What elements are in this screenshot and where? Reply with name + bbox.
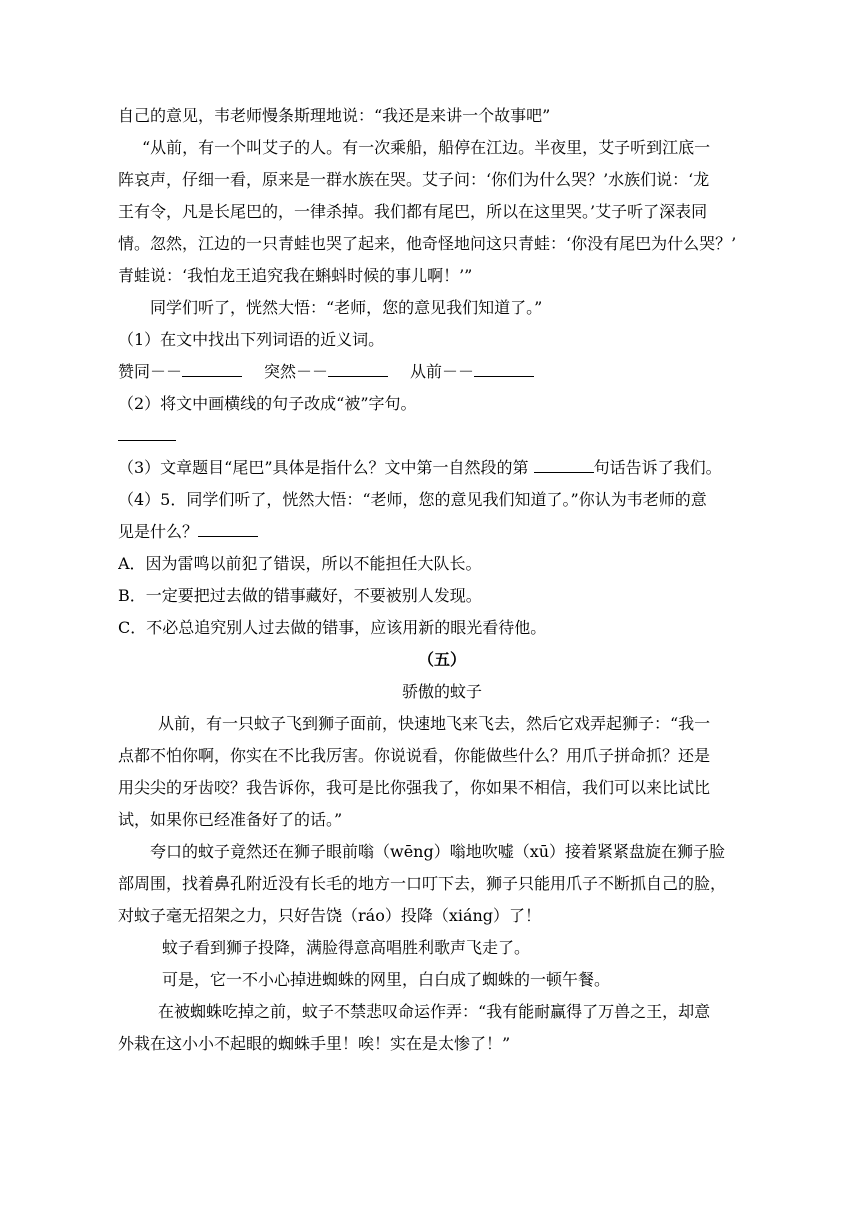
answer-blank[interactable] xyxy=(182,358,242,377)
passage-title: 骄傲的蚊子 xyxy=(401,682,482,701)
question-3 xyxy=(118,452,766,484)
answer-blank[interactable] xyxy=(328,358,388,377)
option-b: B．一定要把过去做的错事藏好，不要被别人发现。 xyxy=(118,586,482,605)
question-1-items xyxy=(118,356,766,388)
answer-blank[interactable] xyxy=(474,358,534,377)
story-line: 王有令，凡是长尾巴的，一律杀掉。我们都有尾巴，所以在这里哭。’艾子听了深表同 xyxy=(118,202,708,221)
question-4-continued xyxy=(118,516,766,548)
synonym-item-label: 赞同－－ xyxy=(118,362,183,381)
paragraph-line: 对蚊子毫无招架之力，只好告饶（ráo）投降（xiáng）了！ xyxy=(118,906,542,925)
paragraph-line: 蚊子看到狮子投降，满脸得意高唱胜利歌声飞走了。 xyxy=(162,938,531,957)
answer-blank[interactable] xyxy=(198,518,258,537)
story-line: 青蛙说：‘我怕龙王追究我在蝌蚪时候的事儿啊！’” xyxy=(118,266,473,285)
synonym-item-label: 突然－－ xyxy=(264,362,329,381)
document-page xyxy=(118,100,766,1060)
paragraph-line: 在被蜘蛛吃掉之前，蚊子不禁悲叹命运作弄：“我有能耐赢得了万兽之王，却意 xyxy=(158,1002,711,1021)
story-line: 情。忽然，江边的一只青蛙也哭了起来，他奇怪地问这只青蛙：‘你没有尾巴为什么哭？’ xyxy=(118,234,737,253)
question-4: （4）5．同学们听了，恍然大悟：“老师，您的意见我们知道了。”你认为韦老师的意 xyxy=(118,490,707,509)
question-2: （2）将文中画横线的句子改成“被”字句。 xyxy=(118,394,417,413)
option-a: A．因为雷鸣以前犯了错误，所以不能担任大队长。 xyxy=(118,554,482,573)
paragraph-line: 部周围，找着鼻孔附近没有长毛的地方一口叮下去，狮子只能用爪子不断抓自己的脸， xyxy=(118,874,727,893)
passage-conclusion: 同学们听了，恍然大悟：“老师，您的意见我们知道了。” xyxy=(150,298,543,317)
paragraph-line: 用尖尖的牙齿咬？我告诉你，我可是比你强我了，你如果不相信，我们可以来比试比 xyxy=(118,778,711,797)
paragraph-line: 点都不怕你啊，你实在不比我厉害。你说说看，你能做些什么？用爪子拼命抓？还是 xyxy=(118,746,711,765)
story-line: “从前，有一个叫艾子的人。有一次乘船，船停在江边。半夜里，艾子听到江底一 xyxy=(142,138,711,157)
question-4-text: 见是什么？ xyxy=(118,522,199,541)
story-line: 阵哀声，仔细一看，原来是一群水族在哭。艾子问：‘你们为什么哭？’水族们说：‘龙 xyxy=(118,170,710,189)
paragraph-line: 外栽在这小小不起眼的蜘蛛手里！唉！实在是太惨了！” xyxy=(118,1034,511,1053)
question-1: （1）在文中找出下列词语的近义词。 xyxy=(118,330,385,349)
paragraph-line: 夸口的蚊子竟然还在狮子眼前嗡（wēng）嗡地吹嘘（xū）接着紧紧盘旋在狮子脸 xyxy=(150,842,726,861)
paragraph-line: 从前，有一只蚊子飞到狮子面前，快速地飞来飞去，然后它戏弄起狮子：“我一 xyxy=(158,714,711,733)
option-c: C．不必总追究别人过去做的错事，应该用新的眼光看待他。 xyxy=(118,618,547,637)
synonym-item-label: 从前－－ xyxy=(410,362,475,381)
question-2-answer-line xyxy=(118,420,766,452)
paragraph-line: 试，如果你已经准备好了的话。” xyxy=(118,810,343,829)
passage-line: 自己的意见，韦老师慢条斯理地说：“我还是来讲一个故事吧” xyxy=(118,106,551,125)
section-label: （五） xyxy=(417,650,466,669)
paragraph-line: 可是，它一不小心掉进蜘蛛的网里，白白成了蜘蛛的一顿午餐。 xyxy=(162,970,611,989)
question-3-text: （3）文章题目“尾巴”具体是指什么？文中第一自然段的第 xyxy=(118,458,534,477)
answer-blank[interactable] xyxy=(118,422,176,441)
question-3-text-end: 句话告诉了我们。 xyxy=(593,458,722,477)
answer-blank[interactable] xyxy=(534,454,594,473)
